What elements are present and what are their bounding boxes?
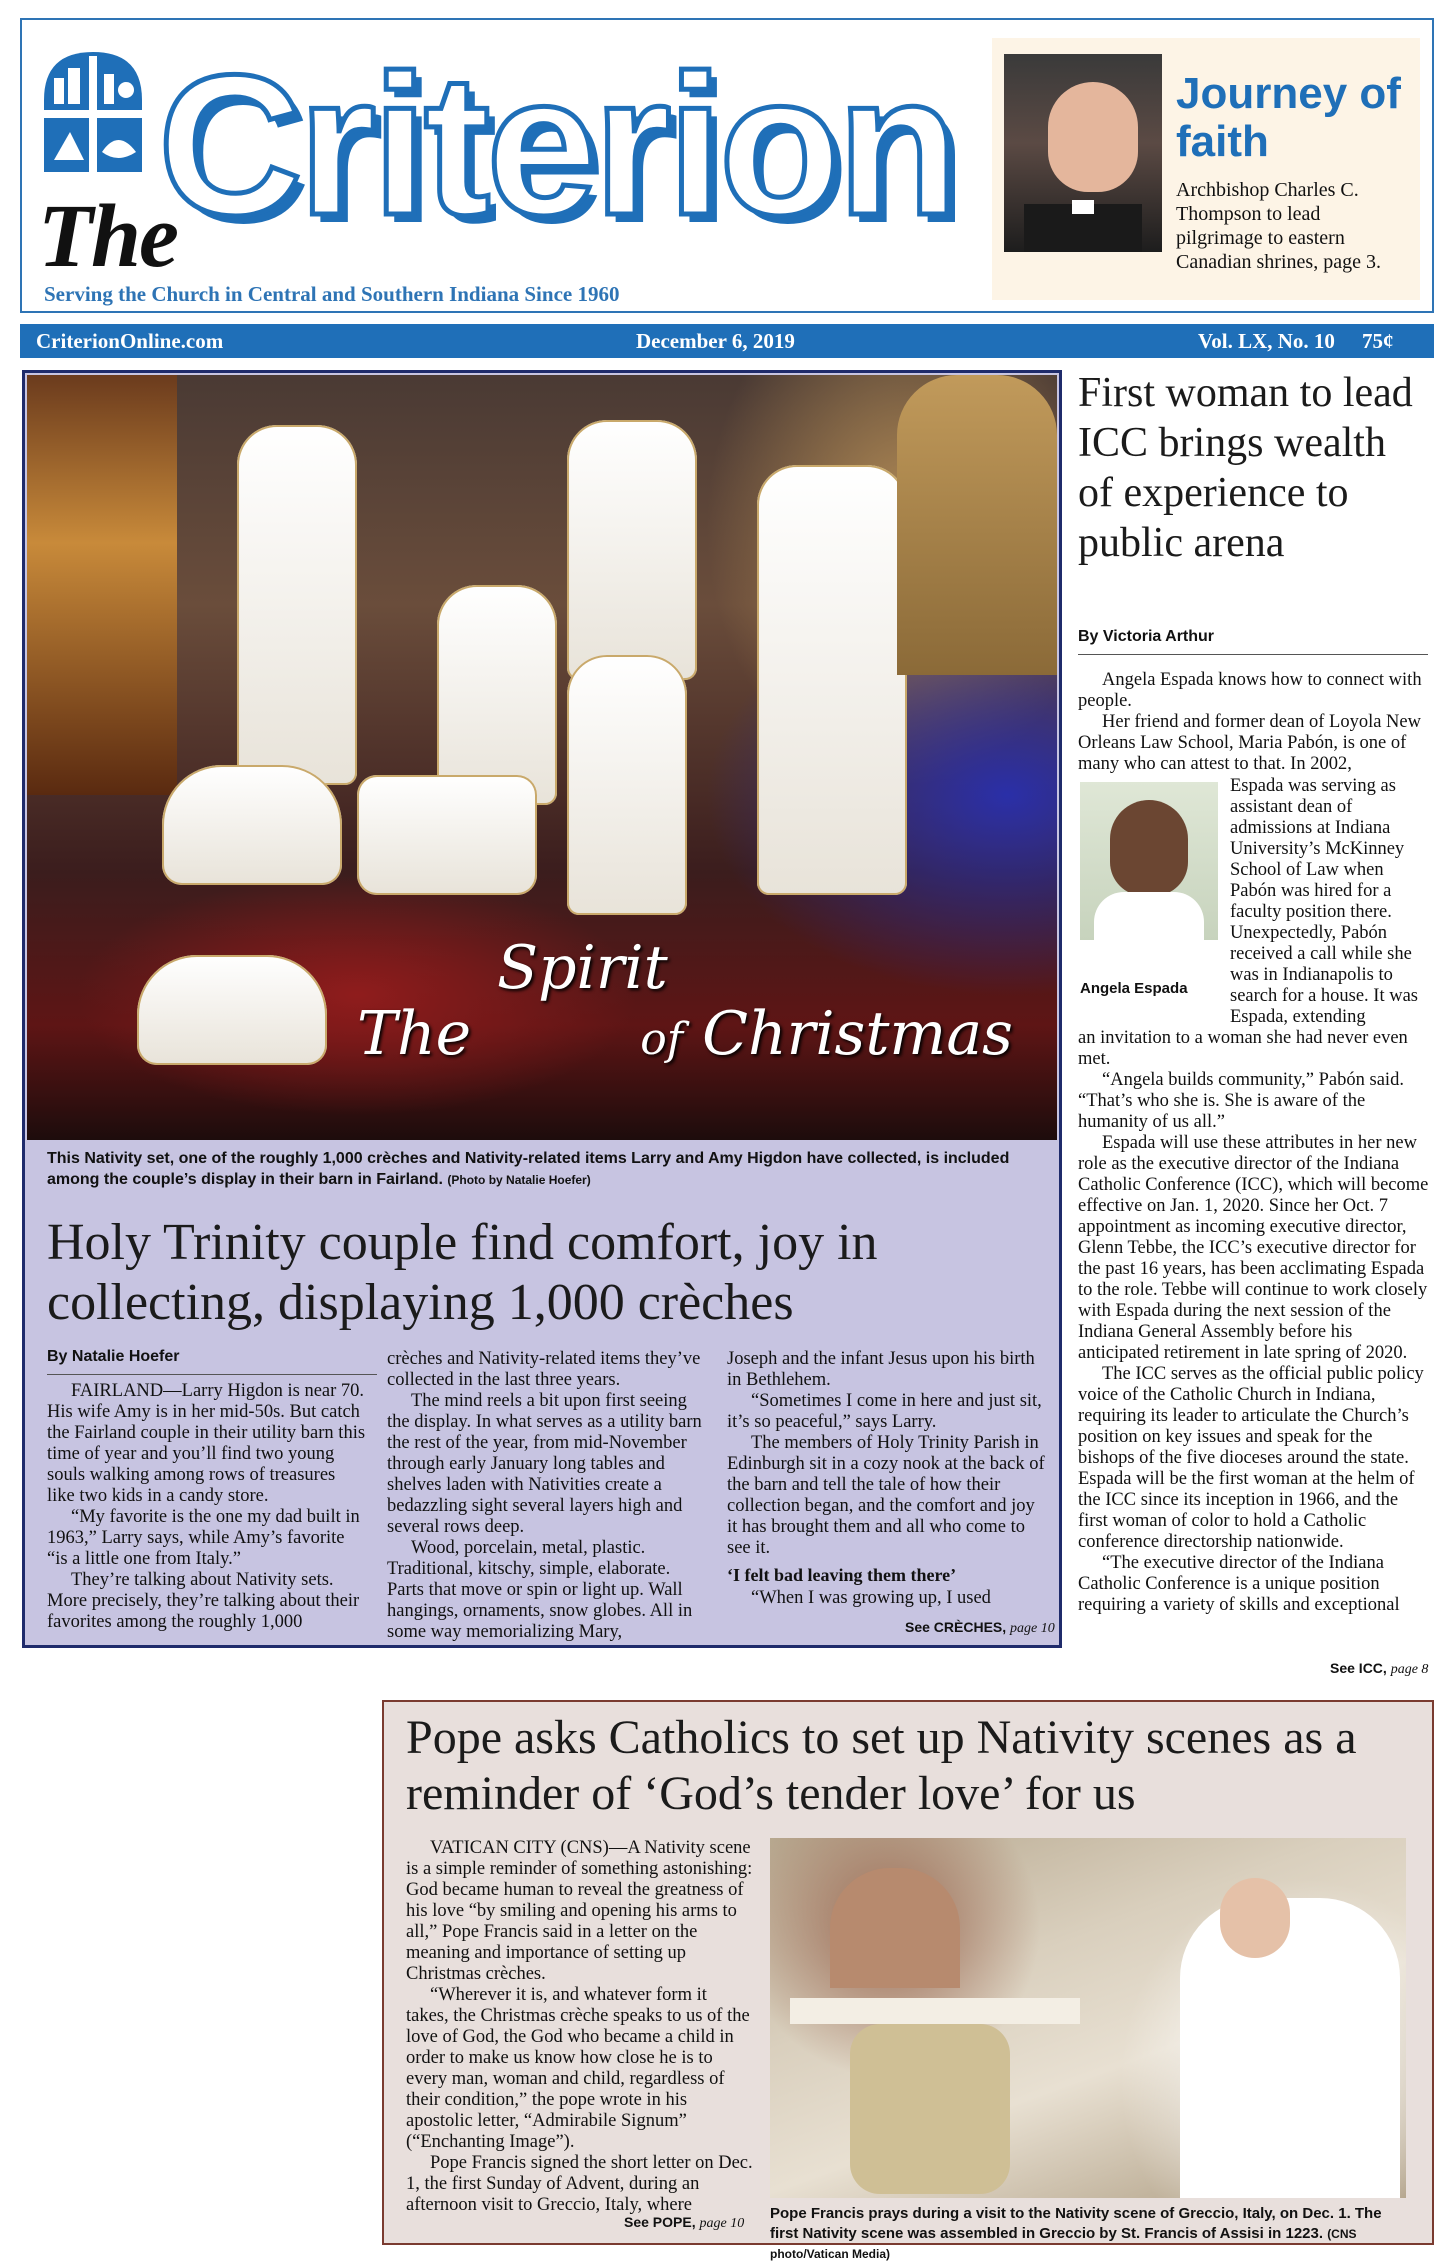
site-link[interactable]: CriterionOnline.com [36,329,224,353]
archbishop-collar [1072,200,1094,214]
pope-head [1220,1878,1290,1958]
logo-wordmark: Criterion [158,34,956,257]
photo-script-overlay: Spirit The of Christmas [357,933,1013,1069]
main-subhead: ‘I felt bad leaving them there’ [727,1565,957,1585]
king-figure [757,465,907,895]
pope-jump-link[interactable]: See POPE, page 10 [624,2214,745,2231]
pope-photo-credit: (CNS photo/Vatican Media) [770,2227,1357,2261]
photo-credit: (Photo by Natalie Hoefer) [447,1173,591,1187]
pope-photo [770,1838,1406,2198]
joseph-figure [237,425,357,785]
promo-title: Journey of faith [1176,69,1401,166]
price: 75¢ [1362,329,1394,353]
espada-jacket [1094,892,1204,940]
wicker-vase [897,375,1057,675]
pope-story [382,1700,1434,2261]
icc-wrap: Espada was serving as assistant dean of admissions at Indiana University’s McKinney School of Law when Pabón was hired for a faculty position there. Unexpectedly, Pabón received a call while she was in Indianapolis to search for a house. It was Espada, extending [1230,776,1419,1027]
espada-photo [1080,782,1218,940]
ox-figure [162,765,342,885]
creches-jump-link[interactable]: See CRÈCHES, page 10 [905,1619,1055,1636]
main-headline: Holy Trinity couple find comfort, joy in collecting, displaying 1,000 crèches [47,1214,878,1331]
pope-headline: Pope asks Catholics to set up Nativity scenes as a reminder of ‘God’s tender love’ for us [406,1711,1357,1820]
kneeling-king-figure [567,655,687,915]
nativity-photo [27,375,1057,1140]
donkey-figure [137,955,327,1065]
logo-the: The [38,187,177,286]
pope-figure [1180,1898,1400,2198]
main-byline: By Natalie Hoefer [47,1348,377,1375]
main-column-1: FAIRLAND—Larry Higdon is near 70. His wife Amy is in her mid-50s. But catch the Fairland couple in their utility barn this time of year and you’ll find two young souls walking among rows of treasures like two kids in a candy store. “My favorite is the one my dad built in 1963,” Larry says, while Amy’s favorite “is a little one from Italy.” They’re talking about Nativity sets. More precisely, they’re talking about their favorites among the roughly 1,000 [47,1381,366,1632]
icc-body: an invitation to a woman she had never even met. “Angela builds community,” Pabón said. “That’s who she is. She is aware of the humanity of us all.” Espada will use these attributes in her new role as the executive director of the Indiana Catholic Conference (ICC), which will become effective on Jan. 1, 2020. Since her Oct. 7 appointment as incoming executive director, Glenn Tebbe, the ICC’s executive director for the past 16 years, has been acclimating Espada to the role. Tebbe will continue to work closely with Espada during the next session of the Indiana General Assembly before his anticipated retirement in late spring of 2020. The ICC serves as the official public policy voice of the Catholic Church in Indiana, requiring its leader to articulate the Church’s position on key issues and speak for the bishops of the five dioceses around the state. Espada will be the first woman at the helm of the ICC since its inception in 1966, and the first woman of color to hold a Catholic conference directorship nationwide. “The executive director of the Indiana Catholic Conference is a unique position requiring a variety of skills and exceptional [1078,1028,1429,1615]
altar-top [790,1998,1080,2024]
masthead [20,18,1434,313]
date-bar [20,324,1434,358]
archbishop-face [1048,82,1138,192]
espada-caption: Angela Espada [1080,980,1188,997]
promo-text: Archbishop Charles C. Thompson to lead pilgrimage to eastern Canadian shrines, page 3. [1176,179,1381,273]
manger-figure [357,775,537,895]
espada-face [1110,800,1188,896]
pope-photo-caption: Pope Francis prays during a visit to the Nativity scene of Greccio, Italy, on Dec. 1. The first Nativity scene was assembled in Greccio by St. Francis of Assisi in 1223. (CNS photo/Vatican Media) [770,2205,1382,2261]
volume-number: Vol. LX, No. 10 [1198,329,1335,353]
altar-stone [850,2024,1010,2194]
icc-headline: First woman to lead ICC brings wealth of experience to public arena [1078,370,1413,566]
wise-man-figure [567,420,697,680]
archbishop-photo [1004,54,1162,252]
promo-box[interactable] [992,38,1420,300]
wooden-pyramid [27,375,177,795]
icc-jump-link[interactable]: See ICC, page 8 [1330,1660,1429,1677]
pope-body: VATICAN CITY (CNS)—A Nativity scene is a simple reminder of something astonishing: God became human to reveal the greatness of his love “by smiling and opening his arms to all,” Pope Francis said in a letter on the meaning and importance of setting up Christmas crèches. “Wherever it is, and whatever form it takes, the Christmas crèche speaks to us of the love of God, the God who became a child in order to make us know how close he is to every man, woman and child, regardless of their condition,” the pope wrote in his apostolic letter, “Admirabile Signum” (“Enchanting Image”). Pope Francis signed the short letter on Dec. 1, the first Sunday of Advent, during an afternoon visit to Greccio, Italy, where [406,1838,753,2215]
icc-byline: By Victoria Arthur [1078,628,1428,655]
main-story [22,370,1062,1648]
icc-lead: Angela Espada knows how to connect with people. Her friend and former dean of Loyola New Orleans Law School, Maria Pabón, is one of many who can attest to that. In 2002, [1078,670,1422,774]
main-column-3: Joseph and the infant Jesus upon his birth in Bethlehem. “Sometimes I come in here and just sit, it’s so peaceful,” says Larry. The members of Holy Trinity Parish in Edinburgh sit in a cozy nook at the back of the barn and tell the tale of how their collection began, and the comfort and joy it has brought them and all who come to see it. ‘I felt bad leaving them there’ “When I was growing up, I used [727,1349,1047,1609]
fresco [830,1868,960,1988]
mary-figure [437,585,557,805]
issue-date: December 6, 2019 [636,329,795,353]
church-window-logo-icon [40,48,146,176]
tagline: Serving the Church in Central and Southern Indiana Since 1960 [44,282,620,306]
main-column-2: crèches and Nativity-related items they’ve collected in the last three years. The mind reels a bit upon first seeing the display. In what serves as a utility barn the rest of the year, from mid-November through early January long tables and shelves laden with Nativities create a bedazzling sight several layers high and several rows deep. Wood, porcelain, metal, plastic. Traditional, kitschy, simple, elaborate. Parts that move or spin or light up. Wall hangings, ornaments, snow globes. All in some way memorializing Mary, [387,1349,702,1642]
photo-caption: This Nativity set, one of the roughly 1,000 crèches and Nativity-related items Larry and Amy Higdon have collected, is included among the couple’s display in their barn in Fairland. (Photo by Natalie Hoefer) [47,1150,1010,1188]
